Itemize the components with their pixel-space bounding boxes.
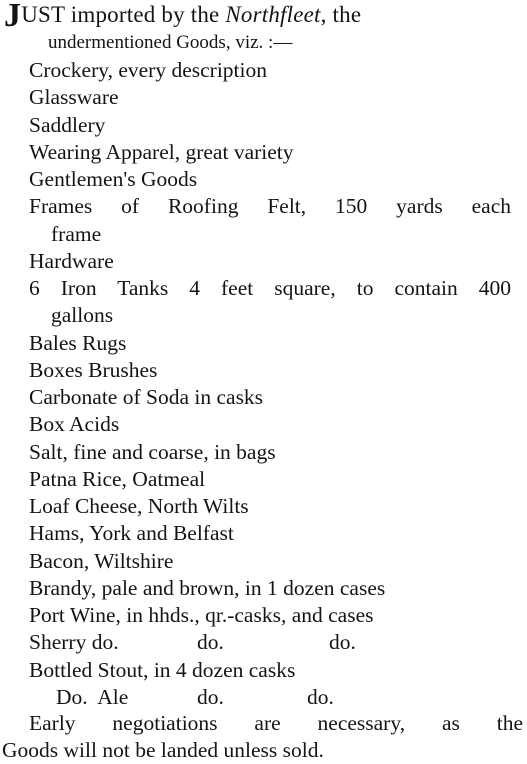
- goods-item: Carbonate of Soda in casks: [29, 385, 264, 409]
- goods-item: Box Acids: [29, 412, 120, 437]
- goods-item: Hardware: [29, 248, 114, 273]
- goods-item: Loaf Cheese, North Wilts: [29, 494, 249, 518]
- drop-cap: J: [4, 0, 22, 34]
- ditto-row: [56, 684, 334, 711]
- closing-note-line: Early negotiations are necessary, as the: [29, 711, 523, 735]
- ditto-name: Sherry do.: [29, 630, 119, 655]
- ditto-mark: do.: [197, 684, 224, 709]
- goods-item: Hams, York and Belfast: [29, 521, 234, 546]
- ditto-mark: do.: [307, 684, 334, 709]
- goods-item: Gentlemen's Goods: [29, 167, 198, 191]
- goods-item: Glassware: [29, 85, 119, 110]
- closing-note: [0, 710, 527, 764]
- headline-text: UST imported by the: [21, 2, 226, 27]
- goods-item: 6 Iron Tanks 4 feet square, to contain 400: [29, 276, 511, 300]
- goods-item: Salt, fine and coarse, in bags: [29, 439, 276, 464]
- goods-item-ale: [0, 684, 527, 711]
- goods-item: Wearing Apparel, great variety: [29, 139, 294, 164]
- goods-item: Port Wine, in hhds., qr.-casks, and cases: [29, 603, 374, 627]
- goods-item: Frames of Roofing Felt, 150 yards each: [29, 194, 511, 219]
- ship-name: Northfleet: [225, 2, 321, 27]
- goods-list: [0, 57, 527, 711]
- goods-item-continuation: frame: [51, 221, 102, 246]
- headline: [4, 0, 362, 34]
- goods-item: Brandy, pale and brown, in 1 dozen cases: [29, 575, 386, 600]
- goods-item: Bales Rugs: [29, 330, 127, 355]
- closing-note-line: Goods will not be landed unless sold.: [2, 738, 324, 762]
- ditto-row: [29, 629, 356, 656]
- ditto-name: Do. Ale: [56, 684, 129, 709]
- ditto-mark: do.: [197, 630, 224, 655]
- goods-item: Bacon, Wiltshire: [29, 548, 174, 573]
- goods-item: Boxes Brushes: [29, 357, 158, 382]
- subheading: undermentioned Goods, viz. :—: [48, 32, 293, 53]
- goods-item-continuation: gallons: [51, 303, 114, 328]
- ditto-mark: do.: [329, 630, 356, 655]
- goods-item: Bottled Stout, in 4 dozen casks: [29, 657, 296, 682]
- headline-end: , the: [320, 2, 362, 27]
- goods-item-sherry: [0, 629, 527, 656]
- goods-item: Patna Rice, Oatmeal: [29, 466, 206, 491]
- goods-item: Saddlery: [29, 112, 106, 137]
- goods-item: Crockery, every description: [29, 58, 268, 82]
